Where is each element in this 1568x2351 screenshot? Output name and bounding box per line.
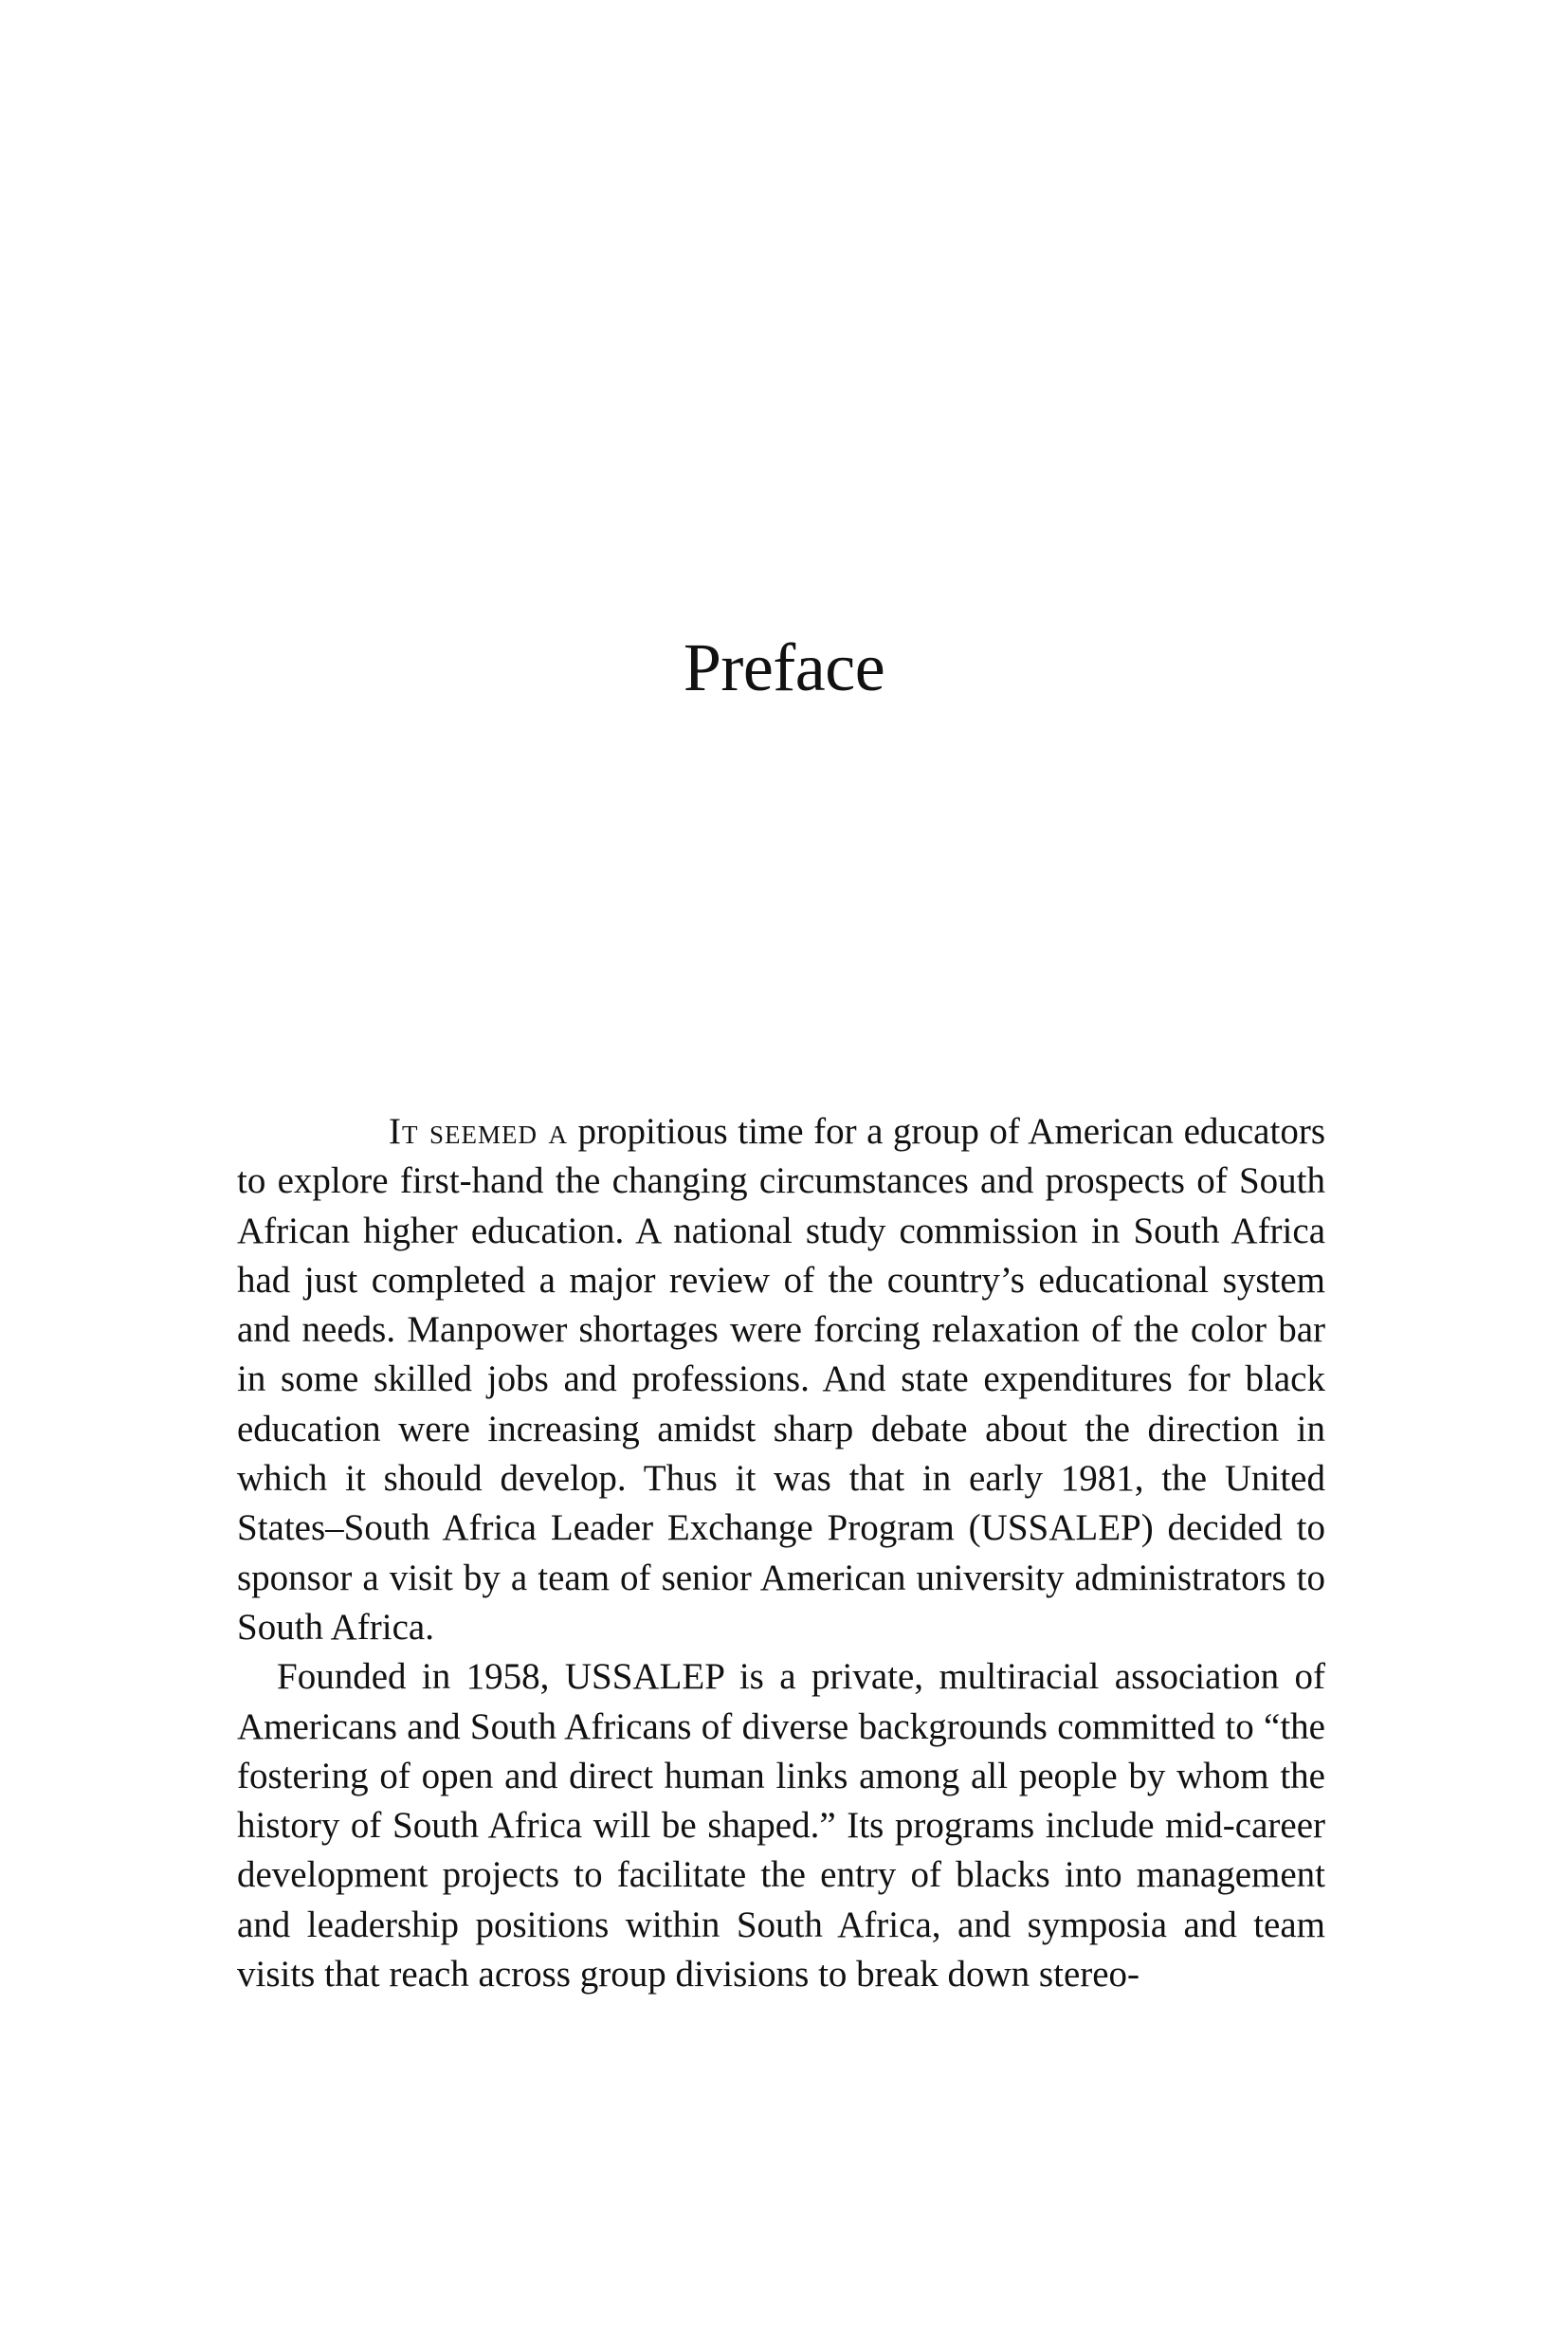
paragraph-lead-smallcaps: It seemed a [389, 1111, 569, 1152]
paragraph-text: propitious time for a group of American educators to explore first-hand the changing circumstances and prospects of South African higher education. A national study commission in South Africa had just completed a major review of the country’s educational system and needs. Manpower shortages were forcing relaxation of the color bar in some skilled jobs and professions. And state expenditures for black education were increasing amidst sharp debate about the direction in which it should develop. Thus it was that in early 1981, the United States–South Africa Leader Exchange Program (USSALEP) decided to sponsor a visit by a team of senior American university administrators to South Africa. [237, 1111, 1325, 1648]
body-text [237, 1107, 1325, 1999]
chapter-title: Preface [683, 629, 885, 705]
paragraph-text: Founded in 1958, USSALEP is a private, multiracial association of Americans and South Africans of diverse backgrounds committed to “the fostering of open and direct human links among all people by whom the history of South Africa will be shaped.” Its programs include mid-career development projects to facilitate the entry of blacks into management and leadership positions within South Africa, and symposia and team visits that reach across group divisions to break down stereo- [237, 1656, 1325, 1996]
paragraph [237, 1652, 1325, 1999]
paragraph [237, 1107, 1325, 1652]
